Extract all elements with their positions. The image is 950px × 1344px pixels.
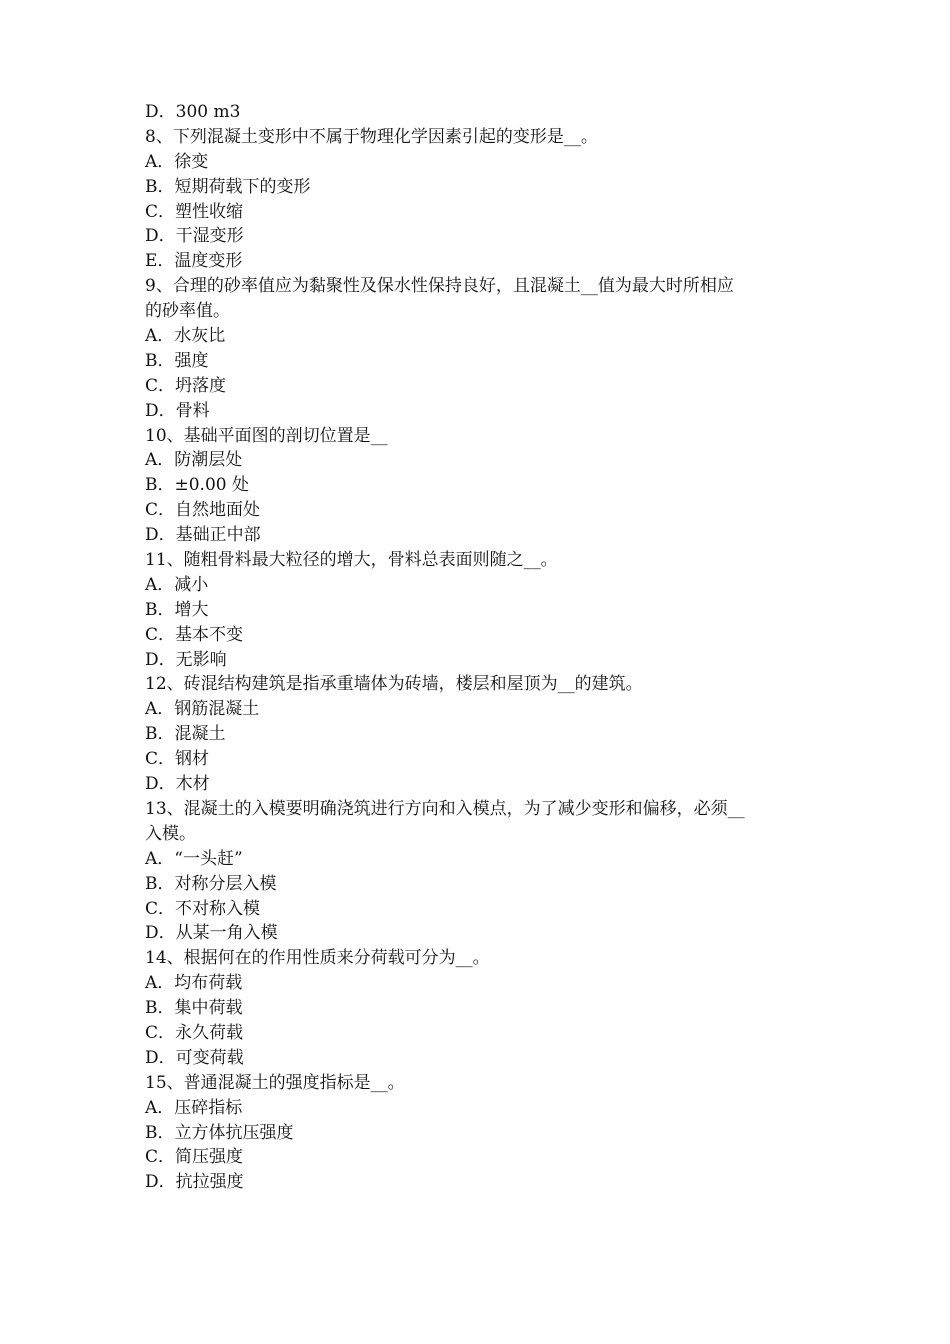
question-stem: 14、根据何在的作用性质来分荷载可分为__。 (145, 948, 490, 969)
option: D．木材 (145, 774, 210, 795)
question-stem: 8、下列混凝土变形中不属于物理化学因素引起的变形是__。 (145, 126, 598, 147)
option: C．坍落度 (145, 375, 227, 396)
question-10 (145, 424, 815, 548)
question-stem: 10、基础平面图的剖切位置是__ (145, 425, 388, 446)
option: B．±0.00 处 (145, 475, 249, 496)
option: A．“一头赶” (145, 848, 243, 869)
option: B．强度 (145, 350, 209, 371)
option: A．徐变 (145, 151, 209, 172)
option: D．从某一角入模 (145, 923, 278, 944)
option: B．增大 (145, 599, 209, 620)
option: B．短期荷载下的变形 (145, 176, 311, 197)
question-12 (145, 672, 815, 796)
option: D．基础正中部 (145, 525, 261, 546)
option: A．防潮层处 (145, 450, 243, 471)
question-stem-cont: 入模。 (145, 823, 196, 844)
option: D．骨料 (145, 400, 210, 421)
question-stem: 11、随粗骨料最大粒径的增大，骨料总表面则随之__。 (145, 550, 558, 571)
option: B．集中荷载 (145, 998, 243, 1019)
question-14 (145, 946, 815, 1070)
option: D．干湿变形 (145, 226, 244, 247)
option: A．钢筋混凝土 (145, 699, 260, 720)
question-8 (145, 125, 815, 274)
question-stem-cont: 的砂率值。 (145, 301, 230, 322)
option: D．抗拉强度 (145, 1172, 244, 1193)
option: C．简压强度 (145, 1147, 244, 1168)
option: A．均布荷载 (145, 973, 243, 994)
exam-page (145, 100, 815, 1195)
question-stem: 15、普通混凝土的强度指标是__。 (145, 1072, 405, 1093)
option: D．可变荷载 (145, 1047, 244, 1068)
option: C．塑性收缩 (145, 201, 244, 222)
option: C．基本不变 (145, 624, 244, 645)
option-d-prev: D．300 m3 (145, 102, 241, 122)
question-15 (145, 1071, 815, 1195)
option: C．不对称入模 (145, 898, 261, 919)
option: A．水灰比 (145, 326, 226, 347)
option: A．减小 (145, 574, 209, 595)
option: C．永久荷载 (145, 1022, 244, 1043)
question-11 (145, 548, 815, 672)
question-stem: 13、混凝土的入模要明确浇筑进行方向和入模点，为了减少变形和偏移，必须__ (145, 798, 745, 819)
option: E．温度变形 (145, 251, 243, 272)
option: B．混凝土 (145, 724, 226, 745)
question-13 (145, 797, 815, 946)
option: A．压碎指标 (145, 1097, 243, 1118)
option: D．无影响 (145, 649, 227, 670)
option: B．对称分层入模 (145, 873, 277, 894)
question-stem: 9、合理的砂率值应为黏聚性及保水性保持良好，且混凝土__值为最大时所相应 (145, 276, 734, 297)
question-stem: 12、砖混结构建筑是指承重墙体为砖墙，楼层和屋顶为__的建筑。 (145, 674, 643, 695)
question-9 (145, 274, 815, 423)
option: C．钢材 (145, 749, 210, 770)
option: C．自然地面处 (145, 500, 261, 521)
option: B．立方体抗压强度 (145, 1122, 294, 1143)
